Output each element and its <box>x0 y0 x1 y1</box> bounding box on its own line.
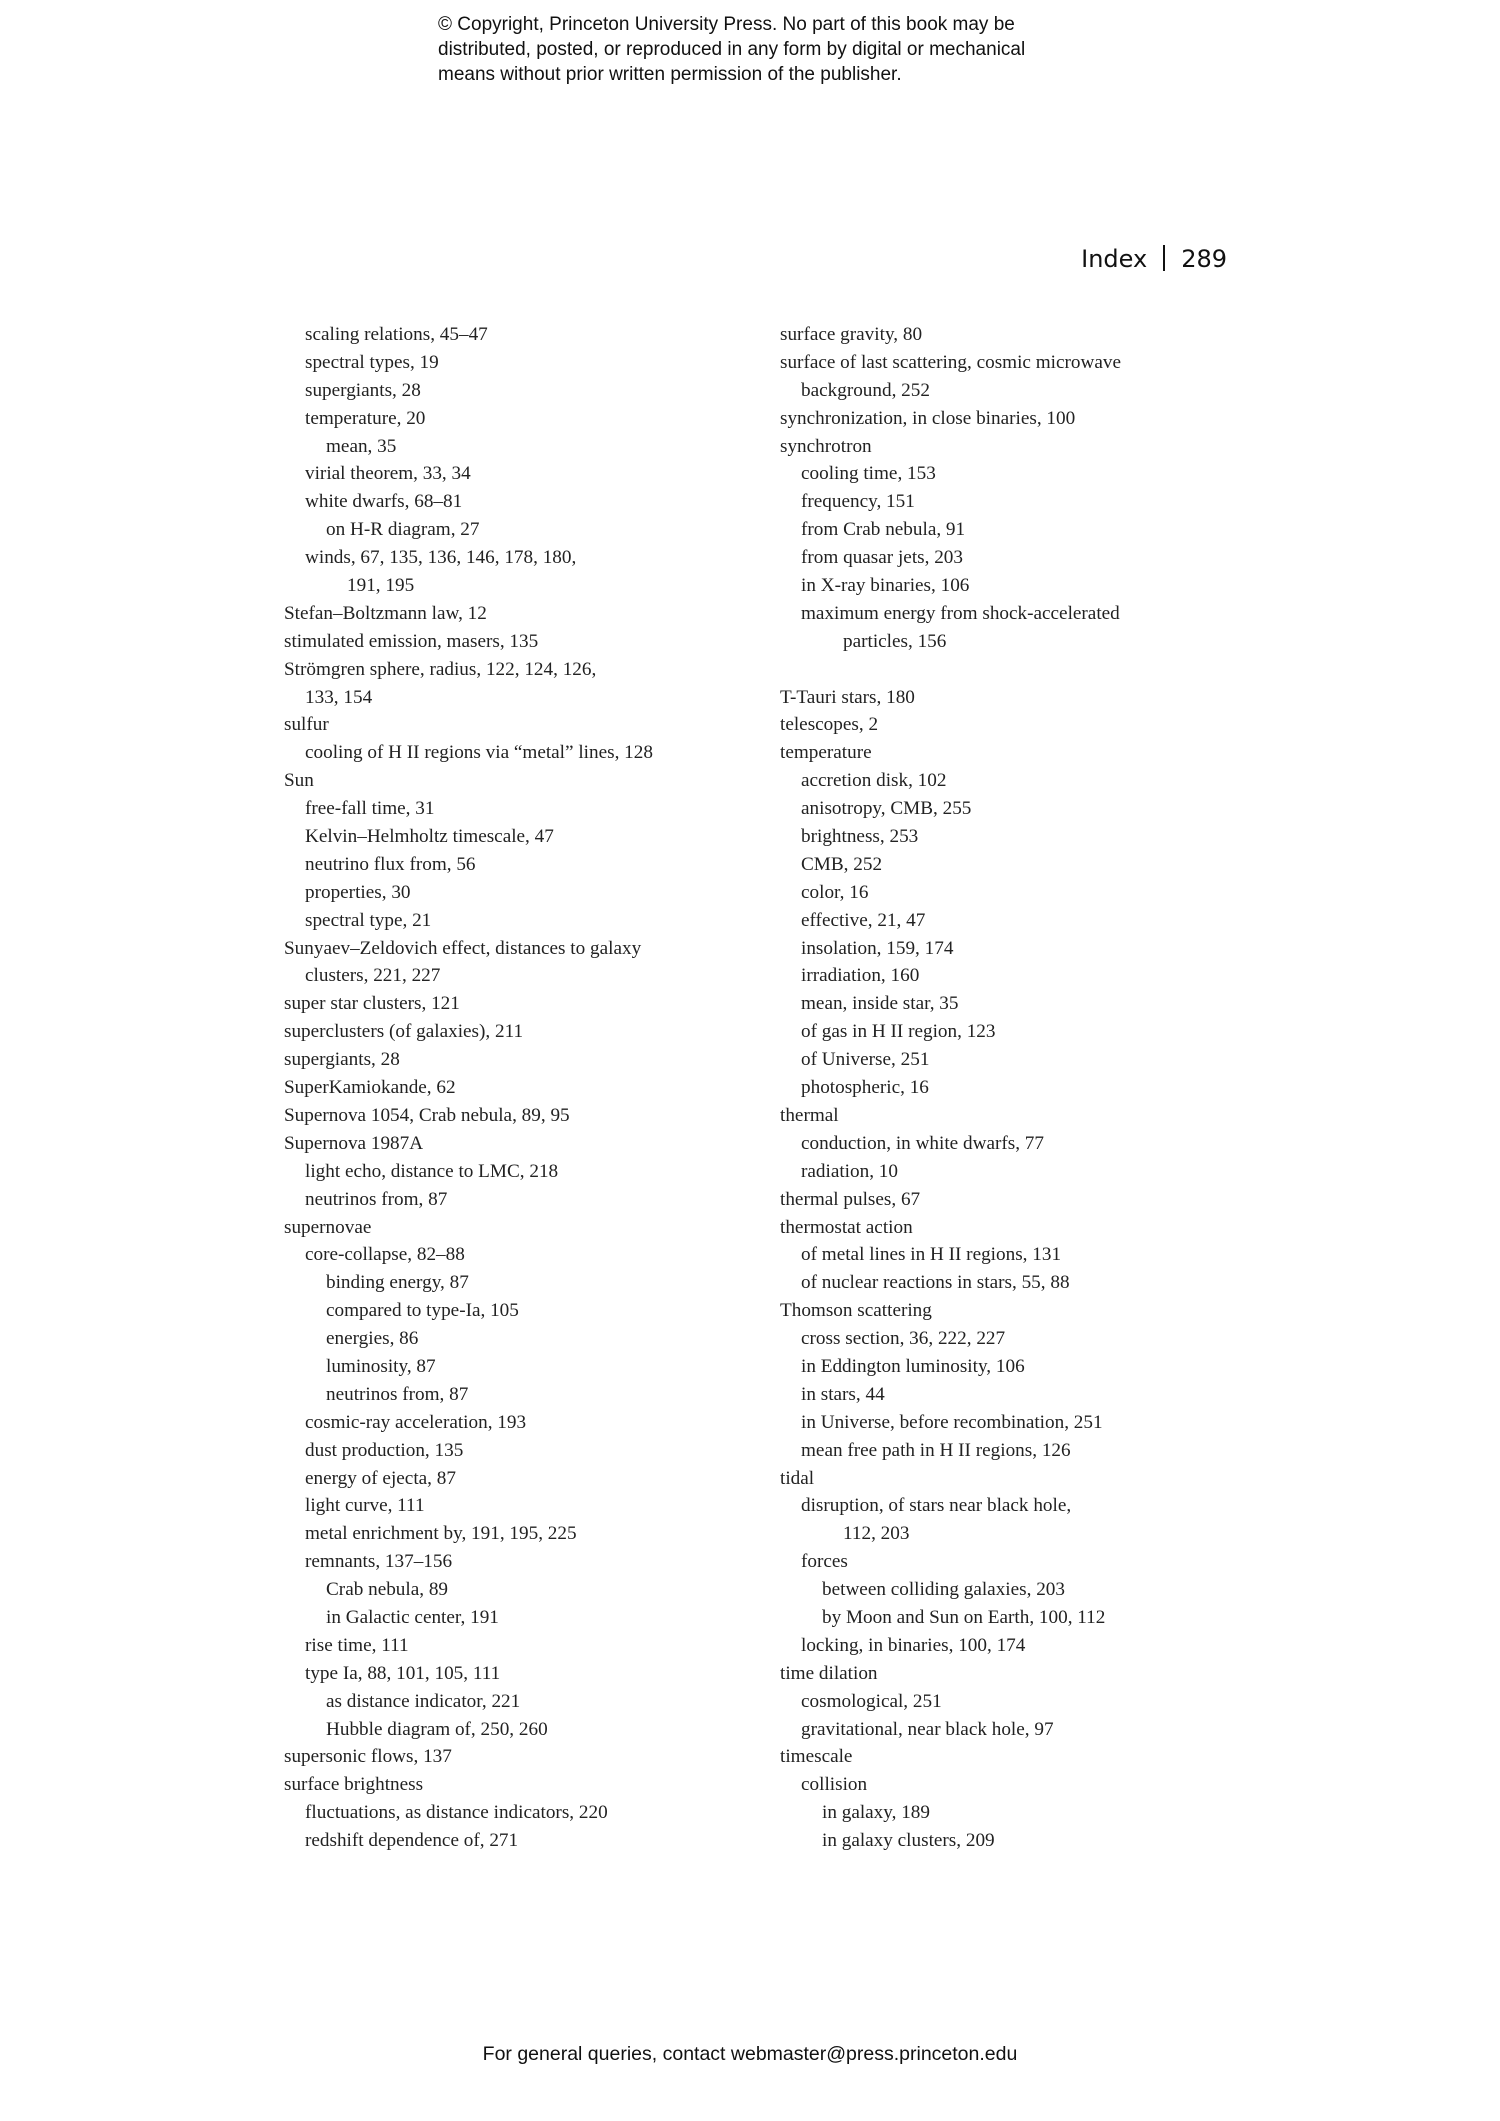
index-entry: CMB, 252 <box>801 853 883 875</box>
index-entry: of Universe, 251 <box>801 1049 930 1071</box>
index-entry: surface gravity, 80 <box>780 324 923 345</box>
index-entry: white dwarfs, 68–81 <box>305 491 463 513</box>
index-entry: Supernova 1054, Crab nebula, 89, 95 <box>284 1104 570 1126</box>
footer-contact: For general queries, contact webmaster@press.princeton.edu <box>482 2043 1018 2065</box>
index-entry: core-collapse, 82–88 <box>305 1244 465 1266</box>
index-entry: 112, 203 <box>843 1523 910 1545</box>
copyright-line: © Copyright, Princeton University Press. No part of this book may be <box>438 14 1015 35</box>
index-entry: surface brightness <box>284 1774 424 1796</box>
index-entry: mean free path in H II regions, 126 <box>801 1439 1071 1461</box>
index-entry: surface of last scattering, cosmic microwave <box>780 351 1121 373</box>
index-entry: Sun <box>284 770 314 792</box>
index-entry: winds, 67, 135, 136, 146, 178, 180, <box>305 547 577 569</box>
index-entry: time dilation <box>780 1662 878 1684</box>
index-entry: Sunyaev–Zeldovich effect, distances to galaxy <box>284 937 642 959</box>
index-entry: virial theorem, 33, 34 <box>305 463 471 485</box>
index-entry: neutrinos from, 87 <box>326 1383 469 1405</box>
index-entry: neutrino flux from, 56 <box>305 853 476 875</box>
index-entry: supergiants, 28 <box>284 1049 400 1071</box>
index-entry: 191, 195 <box>347 575 415 597</box>
index-entry: Crab nebula, 89 <box>326 1579 449 1601</box>
index-entry: spectral type, 21 <box>305 909 432 931</box>
page-number: 289 <box>1181 245 1227 273</box>
index-entry: of gas in H II region, 123 <box>801 1021 996 1043</box>
index-entry: locking, in binaries, 100, 174 <box>801 1634 1026 1656</box>
index-entry: 133, 154 <box>305 686 373 708</box>
index-entry: super star clusters, 121 <box>284 993 460 1015</box>
index-entry: forces <box>801 1551 848 1573</box>
index-entry: cross section, 36, 222, 227 <box>801 1328 1006 1350</box>
index-entry: Kelvin–Helmholtz timescale, 47 <box>305 826 554 848</box>
index-entry: cosmological, 251 <box>801 1690 942 1712</box>
index-entry: Thomson scattering <box>780 1300 932 1322</box>
index-entry: cooling of H II regions via “metal” lines, 128 <box>305 742 653 764</box>
index-entry: of nuclear reactions in stars, 55, 88 <box>801 1272 1070 1294</box>
index-column-left <box>284 321 764 1855</box>
index-entry: mean, inside star, 35 <box>801 993 959 1015</box>
index-entry: scaling relations, 45–47 <box>305 324 488 345</box>
index-entry: superclusters (of galaxies), 211 <box>284 1021 524 1043</box>
index-entry: in Universe, before recombination, 251 <box>801 1411 1103 1433</box>
index-entry: synchronization, in close binaries, 100 <box>780 407 1076 429</box>
index-entry: collision <box>801 1774 868 1796</box>
index-entry: timescale <box>780 1746 853 1768</box>
index-entry: Supernova 1987A <box>284 1132 424 1154</box>
index-entry: cosmic-ray acceleration, 193 <box>305 1411 527 1433</box>
index-entry: energy of ejecta, 87 <box>305 1467 456 1489</box>
copyright-line: distributed, posted, or reproduced in any form by digital or mechanical <box>438 39 1026 60</box>
index-entry: gravitational, near black hole, 97 <box>801 1718 1054 1740</box>
index-entry: thermostat action <box>780 1216 913 1238</box>
index-entry: telescopes, 2 <box>780 714 879 736</box>
index-entry: properties, 30 <box>305 881 411 903</box>
index-entry: of metal lines in H II regions, 131 <box>801 1244 1062 1266</box>
index-entry: energies, 86 <box>326 1328 419 1350</box>
index-entry: in galaxy clusters, 209 <box>822 1830 995 1852</box>
index-entry: as distance indicator, 221 <box>326 1690 521 1712</box>
index-entry: temperature, 20 <box>305 407 426 429</box>
index-entry: on H-R diagram, 27 <box>326 519 480 541</box>
index-entry: in stars, 44 <box>801 1383 885 1405</box>
index-entry: supersonic flows, 137 <box>284 1746 452 1768</box>
index-entry: rise time, 111 <box>305 1634 409 1656</box>
copyright-line: means without prior written permission of the publisher. <box>438 64 902 85</box>
index-entry: clusters, 221, 227 <box>305 965 441 987</box>
index-entry: compared to type-Ia, 105 <box>326 1300 519 1322</box>
index-entry: type Ia, 88, 101, 105, 111 <box>305 1662 501 1684</box>
index-entry: Hubble diagram of, 250, 260 <box>326 1718 548 1740</box>
index-entry: mean, 35 <box>326 435 397 457</box>
index-entry: color, 16 <box>801 881 869 903</box>
index-entry: radiation, 10 <box>801 1160 898 1182</box>
index-entry: from quasar jets, 203 <box>801 547 963 569</box>
index-entry: fluctuations, as distance indicators, 220 <box>305 1802 608 1824</box>
index-entry: in X-ray binaries, 106 <box>801 575 970 597</box>
index-column-right <box>780 321 1260 1855</box>
index-entry: in galaxy, 189 <box>822 1802 930 1824</box>
index-entry: spectral types, 19 <box>305 351 439 373</box>
index-entry: disruption, of stars near black hole, <box>801 1495 1072 1517</box>
index-entry: luminosity, 87 <box>326 1355 436 1377</box>
index-entry: temperature <box>780 742 872 764</box>
index-entry: SuperKamiokande, 62 <box>284 1077 456 1099</box>
running-head <box>1081 245 1227 273</box>
index-entry: in Eddington luminosity, 106 <box>801 1355 1025 1377</box>
index-entry: insolation, 159, 174 <box>801 937 954 959</box>
index-entry: tidal <box>780 1467 815 1489</box>
index-entry: accretion disk, 102 <box>801 770 947 792</box>
index-entry: Strömgren sphere, radius, 122, 124, 126, <box>284 658 597 680</box>
index-entry: photospheric, 16 <box>801 1077 929 1099</box>
index-entry: irradiation, 160 <box>801 965 920 987</box>
index-entry: neutrinos from, 87 <box>305 1188 448 1210</box>
copyright-notice <box>438 12 1138 87</box>
index-entry: supergiants, 28 <box>305 379 421 401</box>
index-entry: Stefan–Boltzmann law, 12 <box>284 602 487 624</box>
index-entry: brightness, 253 <box>801 826 919 848</box>
index-entry: supernovae <box>284 1216 372 1238</box>
index-entry: particles, 156 <box>843 630 947 652</box>
header-divider <box>1163 245 1165 271</box>
index-entry: by Moon and Sun on Earth, 100, 112 <box>822 1606 1106 1628</box>
index-entry: stimulated emission, masers, 135 <box>284 630 539 652</box>
section-title: Index <box>1081 245 1148 273</box>
index-entry: remnants, 137–156 <box>305 1551 453 1573</box>
index-entry: T-Tauri stars, 180 <box>780 686 915 708</box>
index-entry: redshift dependence of, 271 <box>305 1830 519 1852</box>
index-entry: thermal pulses, 67 <box>780 1188 921 1210</box>
index-entry: sulfur <box>284 714 329 736</box>
index-entry: maximum energy from shock-accelerated <box>801 602 1120 624</box>
index-entry: from Crab nebula, 91 <box>801 519 966 541</box>
index-entry: in Galactic center, 191 <box>326 1606 499 1628</box>
index-entry: between colliding galaxies, 203 <box>822 1579 1065 1601</box>
index-entry: free-fall time, 31 <box>305 798 435 820</box>
index-entry: binding energy, 87 <box>326 1272 469 1294</box>
index-entry: light curve, 111 <box>305 1495 425 1517</box>
index-entry: background, 252 <box>801 379 930 401</box>
index-gap <box>780 656 1260 684</box>
index-entry: anisotropy, CMB, 255 <box>801 798 972 820</box>
index-entry: thermal <box>780 1104 839 1126</box>
index-entry: cooling time, 153 <box>801 463 936 485</box>
index-entry: conduction, in white dwarfs, 77 <box>801 1132 1044 1154</box>
index-entry: light echo, distance to LMC, 218 <box>305 1160 559 1182</box>
index-entry: frequency, 151 <box>801 491 915 513</box>
index-entry: dust production, 135 <box>305 1439 464 1461</box>
index-entry: synchrotron <box>780 435 872 457</box>
index-entry: metal enrichment by, 191, 195, 225 <box>305 1523 577 1545</box>
index-entry: effective, 21, 47 <box>801 909 926 931</box>
